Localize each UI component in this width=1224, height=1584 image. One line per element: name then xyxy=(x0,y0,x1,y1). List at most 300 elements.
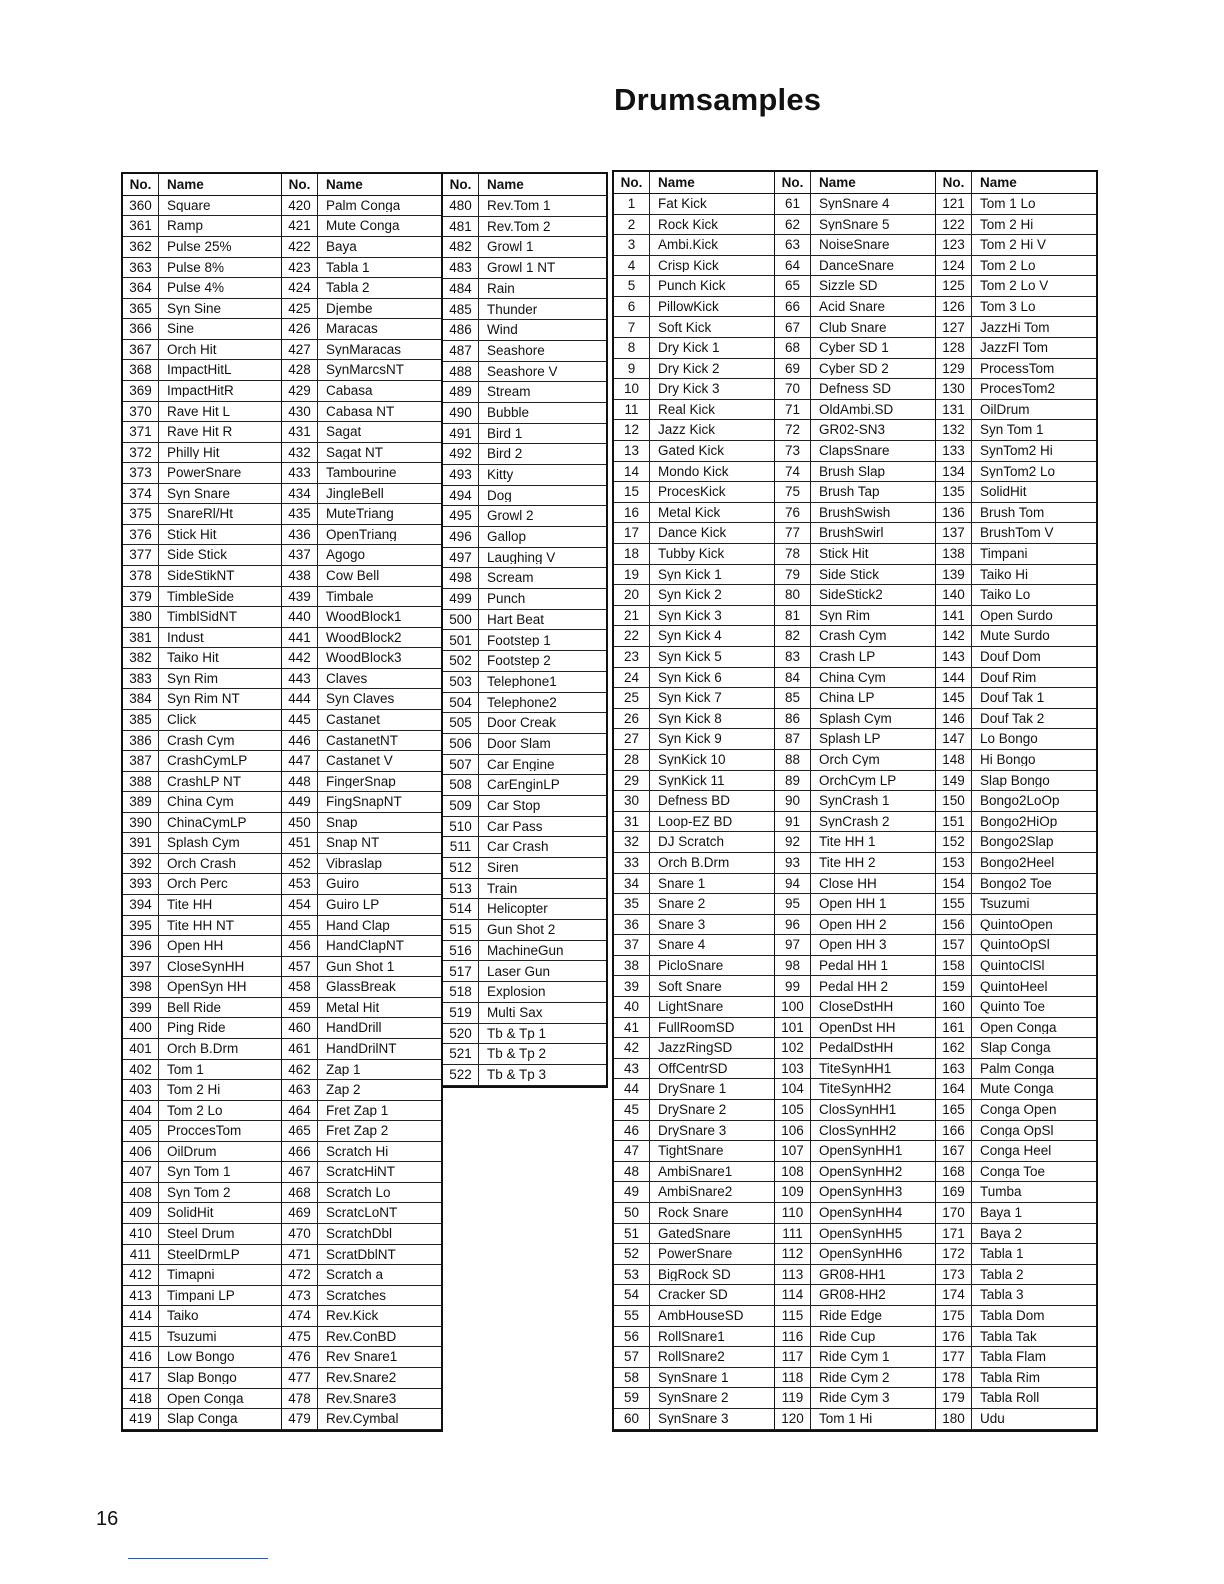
sample-name: Bird 2 xyxy=(487,447,523,461)
table-row xyxy=(282,463,441,484)
table-row xyxy=(614,1347,774,1368)
sample-name: Growl 2 xyxy=(487,509,534,523)
sample-name: DrySnare 2 xyxy=(658,1103,727,1117)
table-row xyxy=(936,771,1096,792)
table-row xyxy=(775,1038,935,1059)
sample-number: 468 xyxy=(282,1183,318,1203)
sample-number: 78 xyxy=(775,544,811,564)
sample-name: JazzFl Tom xyxy=(980,341,1049,355)
sample-name: Slap Conga xyxy=(980,1041,1051,1055)
header-no: No. xyxy=(614,172,650,193)
sample-name: Indust xyxy=(167,630,204,645)
sample-name: Side Stick xyxy=(167,548,228,562)
sample-name: Growl 1 NT xyxy=(487,261,556,275)
sample-name: Syn Tom 2 xyxy=(167,1185,231,1200)
table-row xyxy=(614,832,774,853)
table-row xyxy=(614,1182,774,1203)
sample-number: 14 xyxy=(614,462,650,482)
sample-name: Stick Hit xyxy=(819,547,869,561)
table-row xyxy=(282,751,441,772)
sample-name: Cyber SD 1 xyxy=(819,341,889,355)
sample-number: 362 xyxy=(123,237,159,257)
sample-number: 417 xyxy=(123,1368,159,1388)
table-row xyxy=(936,1100,1096,1121)
table-row xyxy=(775,976,935,997)
sample-name: Mute Conga xyxy=(326,219,400,233)
table-row xyxy=(775,729,935,750)
sample-number: 49 xyxy=(614,1182,650,1202)
table-row xyxy=(282,1080,441,1101)
sample-name: Punch xyxy=(487,592,526,606)
sample-name: Syn Kick 2 xyxy=(658,588,722,602)
table-row xyxy=(775,482,935,503)
table-row xyxy=(614,235,774,256)
sample-number: 76 xyxy=(775,503,811,523)
sample-number: 20 xyxy=(614,585,650,605)
sample-name: SolidHit xyxy=(167,1206,214,1220)
table-row xyxy=(123,648,281,669)
table-row xyxy=(775,997,935,1018)
sample-name: ClosSynHH1 xyxy=(819,1103,897,1117)
sample-number: 180 xyxy=(936,1409,972,1429)
table-row xyxy=(443,610,606,631)
sample-number: 163 xyxy=(936,1059,972,1079)
table-row xyxy=(443,1024,606,1045)
sample-name: Siren xyxy=(487,861,519,875)
sample-name: HandDrill xyxy=(326,1021,382,1035)
sample-number: 6 xyxy=(614,297,650,317)
table-row xyxy=(614,915,774,936)
table-row xyxy=(282,1265,441,1286)
sample-number: 450 xyxy=(282,813,318,833)
table-row xyxy=(936,585,1096,606)
table-row xyxy=(443,734,606,755)
sample-name: Ambi.Kick xyxy=(658,238,719,252)
sample-name: Bird 1 xyxy=(487,426,523,441)
sample-name: ImpactHitL xyxy=(167,363,232,377)
sample-name: Slap Bongo xyxy=(167,1370,237,1385)
sample-name: CloseDstHH xyxy=(819,1000,894,1014)
sample-number: 394 xyxy=(123,895,159,915)
table-row xyxy=(443,713,606,734)
sample-name: Bell Ride xyxy=(167,1000,222,1015)
table-row xyxy=(123,1286,281,1307)
sample-number: 71 xyxy=(775,400,811,420)
sample-number: 469 xyxy=(282,1203,318,1223)
sample-number: 58 xyxy=(614,1368,650,1388)
table-row xyxy=(123,1409,281,1430)
sample-name: ScratcLoNT xyxy=(326,1206,398,1220)
table-row xyxy=(123,628,281,649)
sample-name: PowerSnare xyxy=(658,1247,733,1261)
sample-name: Guiro xyxy=(326,877,360,891)
table-header xyxy=(775,172,935,194)
table-row xyxy=(936,338,1096,359)
sample-name: WoodBlock3 xyxy=(326,651,402,665)
table-row xyxy=(936,523,1096,544)
sample-name: GR08-HH1 xyxy=(819,1267,886,1282)
sample-number: 36 xyxy=(614,915,650,935)
table-row xyxy=(936,235,1096,256)
sample-number: 165 xyxy=(936,1100,972,1120)
sample-number: 128 xyxy=(936,338,972,358)
sample-name: Laughing V xyxy=(487,550,556,565)
sample-number: 116 xyxy=(775,1327,811,1347)
sample-number: 133 xyxy=(936,441,972,461)
table-row xyxy=(282,833,441,854)
table-row xyxy=(936,956,1096,977)
sample-number: 360 xyxy=(123,196,159,216)
sample-number: 501 xyxy=(443,630,479,650)
sample-name: BrushSwirl xyxy=(819,526,884,540)
sample-number: 77 xyxy=(775,523,811,543)
table-row xyxy=(936,400,1096,421)
table-row xyxy=(123,196,281,217)
table-row xyxy=(614,1265,774,1286)
table-row xyxy=(936,1244,1096,1265)
sample-number: 119 xyxy=(775,1388,811,1408)
sample-number: 461 xyxy=(282,1039,318,1059)
sample-name: SynSnare 2 xyxy=(658,1391,729,1405)
sample-name: Tom 1 xyxy=(167,1062,204,1077)
sample-number: 494 xyxy=(443,486,479,506)
sample-name: OpenSynHH4 xyxy=(819,1206,903,1220)
sample-name: Splash Cym xyxy=(167,836,240,850)
table-row xyxy=(936,647,1096,668)
table-row xyxy=(282,957,441,978)
sample-name: Philly Hit xyxy=(167,445,220,460)
sample-number: 23 xyxy=(614,647,650,667)
table-row xyxy=(443,362,606,383)
sample-number: 389 xyxy=(123,792,159,812)
sample-name: Punch Kick xyxy=(658,279,726,293)
table-row xyxy=(282,1203,441,1224)
sample-number: 29 xyxy=(614,771,650,791)
table-row xyxy=(123,1203,281,1224)
sample-name: FullRoomSD xyxy=(658,1020,735,1035)
table-row xyxy=(123,1183,281,1204)
sample-number: 496 xyxy=(443,527,479,547)
table-row xyxy=(282,1162,441,1183)
sample-number: 177 xyxy=(936,1347,972,1367)
sample-name: Telephone2 xyxy=(487,695,557,710)
table-row xyxy=(775,256,935,277)
table-row xyxy=(614,956,774,977)
sample-name: SynMaracas xyxy=(326,342,402,357)
sample-name: OpenSynHH5 xyxy=(819,1226,903,1241)
table-row xyxy=(443,672,606,693)
table-row xyxy=(936,1388,1096,1409)
table-row xyxy=(614,647,774,668)
sample-number: 458 xyxy=(282,977,318,997)
sample-name: Palm Conga xyxy=(326,198,401,213)
table-row xyxy=(614,256,774,277)
table-row xyxy=(123,463,281,484)
table-row xyxy=(282,237,441,258)
sample-name: Douf Rim xyxy=(980,670,1037,685)
sample-number: 35 xyxy=(614,894,650,914)
sample-number: 385 xyxy=(123,710,159,730)
sample-name: Tabla 1 xyxy=(980,1247,1024,1261)
sample-name: Dry Kick 1 xyxy=(658,341,720,355)
table-row xyxy=(282,1121,441,1142)
table-row xyxy=(775,1409,935,1430)
table-row xyxy=(614,1141,774,1162)
sample-name: Stick Hit xyxy=(167,527,217,542)
sample-name: Rev.Snare3 xyxy=(326,1391,397,1406)
table-row xyxy=(282,1327,441,1348)
sample-number: 372 xyxy=(123,443,159,463)
sample-number: 31 xyxy=(614,812,650,832)
table-row xyxy=(443,506,606,527)
sample-number: 7 xyxy=(614,317,650,337)
table-row xyxy=(443,775,606,796)
sample-number: 390 xyxy=(123,813,159,833)
sample-number: 428 xyxy=(282,360,318,380)
table-row xyxy=(775,709,935,730)
sample-number: 148 xyxy=(936,750,972,770)
table-row xyxy=(936,276,1096,297)
sample-number: 63 xyxy=(775,235,811,255)
sample-name: Soft Kick xyxy=(658,320,712,335)
table-row xyxy=(614,626,774,647)
table-row xyxy=(443,589,606,610)
table-row xyxy=(936,832,1096,853)
table-row xyxy=(443,299,606,320)
sample-number: 154 xyxy=(936,874,972,894)
table-row xyxy=(936,915,1096,936)
sample-name: GR08-HH2 xyxy=(819,1288,886,1302)
sample-name: BrushTom V xyxy=(980,526,1054,540)
sample-number: 377 xyxy=(123,545,159,565)
sample-name: Hi Bongo xyxy=(980,752,1036,767)
table-row xyxy=(614,1224,774,1245)
table-row xyxy=(123,1327,281,1348)
table-row xyxy=(614,215,774,236)
sample-name: Conga Open xyxy=(980,1103,1057,1117)
table-column xyxy=(775,172,936,1430)
table-header xyxy=(936,172,1096,194)
sample-name: Timbale xyxy=(326,589,374,604)
sample-number: 519 xyxy=(443,1003,479,1023)
sample-name: Conga OpSl xyxy=(980,1123,1054,1138)
sample-name: Train xyxy=(487,881,518,896)
table-row xyxy=(123,1121,281,1142)
table-row xyxy=(123,731,281,752)
header-name: Name xyxy=(326,177,363,192)
sample-name: PicloSnare xyxy=(658,958,724,973)
sample-name: Quinto Toe xyxy=(980,1000,1046,1014)
sample-number: 419 xyxy=(123,1409,159,1429)
sample-name: Syn Kick 3 xyxy=(658,608,722,623)
sample-name: Splash LP xyxy=(819,732,881,746)
sample-name: Tom 2 Hi V xyxy=(980,238,1047,252)
sample-name: DrySnare 3 xyxy=(658,1123,727,1138)
sample-number: 9 xyxy=(614,359,650,379)
sample-number: 416 xyxy=(123,1347,159,1367)
sample-number: 486 xyxy=(443,320,479,340)
sample-number: 364 xyxy=(123,278,159,298)
sample-name: ProcessTom xyxy=(980,361,1055,376)
table-header xyxy=(123,174,281,196)
sample-name: ClosSynHH2 xyxy=(819,1123,897,1138)
sample-name: Timpani LP xyxy=(167,1288,235,1303)
sample-number: 502 xyxy=(443,651,479,671)
sample-number: 126 xyxy=(936,297,972,317)
table-row xyxy=(282,689,441,710)
table-row xyxy=(282,1018,441,1039)
sample-name: Snare 2 xyxy=(658,897,706,911)
table-row xyxy=(443,982,606,1003)
sample-name: Tambourine xyxy=(326,466,397,480)
sample-name: Pedal HH 1 xyxy=(819,958,889,973)
sample-number: 15 xyxy=(614,482,650,502)
sample-name: Gun Shot 1 xyxy=(326,959,395,974)
header-no: No. xyxy=(443,174,479,195)
sample-name: SynSnare 3 xyxy=(658,1411,729,1426)
sample-number: 61 xyxy=(775,194,811,214)
sample-name: Ride Cym 2 xyxy=(819,1370,890,1385)
sample-number: 51 xyxy=(614,1224,650,1244)
table-row xyxy=(614,1079,774,1100)
sample-name: Cyber SD 2 xyxy=(819,361,889,376)
sample-number: 121 xyxy=(936,194,972,214)
table-row xyxy=(282,1039,441,1060)
table-row xyxy=(936,1327,1096,1348)
header-no: No. xyxy=(936,172,972,193)
sample-name: Ride Edge xyxy=(819,1309,883,1323)
sample-number: 157 xyxy=(936,935,972,955)
sample-number: 518 xyxy=(443,982,479,1002)
sample-number: 439 xyxy=(282,587,318,607)
sample-name: Laser Gun xyxy=(487,964,551,979)
sample-name: Sine xyxy=(167,322,195,336)
sample-number: 40 xyxy=(614,997,650,1017)
sample-name: Real Kick xyxy=(658,402,716,417)
table-row xyxy=(443,879,606,900)
table-row xyxy=(775,1121,935,1142)
sample-number: 10 xyxy=(614,379,650,399)
sample-number: 378 xyxy=(123,566,159,586)
sample-number: 463 xyxy=(282,1080,318,1100)
sample-number: 412 xyxy=(123,1265,159,1285)
sample-name: Orch B.Drm xyxy=(167,1041,239,1056)
sample-number: 106 xyxy=(775,1121,811,1141)
sample-name: Lo Bongo xyxy=(980,732,1038,746)
sample-number: 41 xyxy=(614,1018,650,1038)
sample-number: 99 xyxy=(775,976,811,996)
sample-number: 135 xyxy=(936,482,972,502)
sample-name: Loop-EZ BD xyxy=(658,814,733,829)
sample-number: 139 xyxy=(936,565,972,585)
table-row xyxy=(936,1265,1096,1286)
table-row xyxy=(282,360,441,381)
sample-name: Tom 2 Hi xyxy=(167,1083,221,1097)
table-row xyxy=(282,772,441,793)
sample-name: Dry Kick 3 xyxy=(658,382,720,396)
sample-name: Brush Tom xyxy=(980,505,1045,520)
sample-number: 96 xyxy=(775,915,811,935)
table-row xyxy=(614,482,774,503)
table-row xyxy=(775,935,935,956)
sample-name: ScratcHiNT xyxy=(326,1165,396,1179)
sample-name: Cracker SD xyxy=(658,1288,728,1302)
sample-number: 424 xyxy=(282,278,318,298)
sample-name: Tb & Tp 3 xyxy=(487,1067,547,1082)
table-row xyxy=(936,606,1096,627)
table-row xyxy=(614,1409,774,1430)
sample-number: 467 xyxy=(282,1162,318,1182)
sample-name: OilDrum xyxy=(167,1144,217,1159)
sample-number: 164 xyxy=(936,1079,972,1099)
table-row xyxy=(443,279,606,300)
sample-number: 101 xyxy=(775,1018,811,1038)
table-row xyxy=(282,443,441,464)
sample-number: 100 xyxy=(775,997,811,1017)
sample-name: Tom 2 Hi xyxy=(980,217,1034,232)
sample-number: 158 xyxy=(936,956,972,976)
sample-number: 379 xyxy=(123,587,159,607)
sample-number: 481 xyxy=(443,217,479,237)
table-row xyxy=(775,1141,935,1162)
sample-number: 375 xyxy=(123,504,159,524)
sample-number: 88 xyxy=(775,750,811,770)
sample-name: Square xyxy=(167,198,211,213)
sample-name: GlassBreak xyxy=(326,980,396,994)
sample-name: SynTom2 Hi xyxy=(980,444,1053,458)
sample-number: 387 xyxy=(123,751,159,771)
table-row xyxy=(123,1101,281,1122)
sample-name: Ride Cym 3 xyxy=(819,1391,890,1405)
sample-number: 441 xyxy=(282,628,318,648)
header-name: Name xyxy=(487,177,524,192)
sample-name: Helicopter xyxy=(487,902,548,916)
table-row xyxy=(614,791,774,812)
sample-number: 120 xyxy=(775,1409,811,1429)
sample-name: Rock Snare xyxy=(658,1206,729,1220)
table-row xyxy=(775,400,935,421)
sample-name: TimblSidNT xyxy=(167,610,238,624)
sample-name: Ping Ride xyxy=(167,1021,226,1035)
sample-name: Car Engine xyxy=(487,757,555,772)
sample-name: ClapsSnare xyxy=(819,444,890,458)
table-row xyxy=(282,319,441,340)
sample-name: Tabla Roll xyxy=(980,1391,1040,1405)
table-row xyxy=(936,359,1096,380)
table-row xyxy=(443,693,606,714)
table-row xyxy=(282,1245,441,1266)
sample-name: Tb & Tp 1 xyxy=(487,1026,547,1041)
sample-name: Pulse 4% xyxy=(167,281,225,295)
table-row xyxy=(775,420,935,441)
sample-name: Timapni xyxy=(167,1268,215,1282)
table-row xyxy=(123,484,281,505)
table-row xyxy=(614,1285,774,1306)
table-row xyxy=(936,317,1096,338)
sample-name: CastanetNT xyxy=(326,733,399,748)
sample-number: 160 xyxy=(936,997,972,1017)
table-row xyxy=(443,382,606,403)
table-row xyxy=(123,1368,281,1389)
sample-name: Agogo xyxy=(326,548,366,562)
table-row xyxy=(614,771,774,792)
table-row xyxy=(443,651,606,672)
sample-number: 386 xyxy=(123,731,159,751)
table-row xyxy=(443,403,606,424)
sample-number: 156 xyxy=(936,915,972,935)
table-row xyxy=(775,1203,935,1224)
sample-name: Syn Tom 1 xyxy=(980,423,1044,437)
